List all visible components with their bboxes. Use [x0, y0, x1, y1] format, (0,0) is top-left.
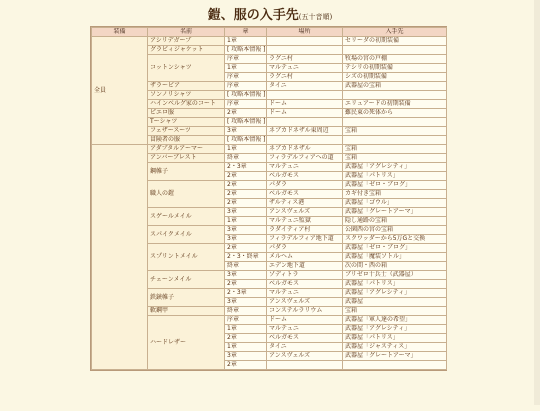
source-cell: 宝箱 — [343, 154, 447, 163]
source-cell: シズの初期装備 — [343, 73, 447, 82]
header-name: 名前 — [148, 28, 225, 37]
location-cell: マルテュニ監獄 — [267, 217, 343, 226]
item-name: ソンノリシャツ — [148, 91, 225, 100]
source-cell: 宝箱 — [343, 145, 447, 154]
location-cell: タイニ — [267, 82, 343, 91]
item-name: スプリントメイル — [148, 244, 225, 271]
item-name: アシリデガープ — [148, 37, 225, 46]
table-body — [92, 37, 447, 370]
vertical-scrollbar[interactable] — [534, 0, 540, 405]
item-name: スパイクメイル — [148, 226, 225, 244]
equip-category: 全員 — [92, 37, 148, 145]
chapter-cell: 2・3・終章 — [225, 253, 267, 262]
location-cell: ベルガモス — [267, 334, 343, 343]
chapter-cell: 3章 — [225, 208, 267, 217]
location-cell — [267, 91, 343, 100]
location-cell: フィラデルフィアへの道 — [267, 154, 343, 163]
location-cell: ラグニ村 — [267, 73, 343, 82]
chapter-cell: 1章 — [225, 145, 267, 154]
chapter-cell: 3章 — [225, 271, 267, 280]
source-cell: 武器屋「アグレシティ」 — [343, 289, 447, 298]
source-cell: 宝箱 — [343, 127, 447, 136]
item-table-container — [90, 26, 447, 371]
source-cell: 牧場の宮の戸棚 — [343, 55, 447, 64]
item-name: ピエロ服 — [148, 109, 225, 118]
chapter-cell: 終章 — [225, 307, 267, 316]
source-cell: 武器屋「パトリス」 — [343, 280, 447, 289]
item-name: コットンシャツ — [148, 55, 225, 82]
chapter-cell: [ 攻略本情報 ] — [225, 46, 267, 55]
location-cell: ラダイティア村 — [267, 226, 343, 235]
location-cell: ラグニ村 — [267, 55, 343, 64]
chapter-cell: 序章 — [225, 316, 267, 325]
item-name: スゲールメイル — [148, 208, 225, 226]
chapter-cell: 1章 — [225, 64, 267, 73]
location-cell: マルテュニ — [267, 325, 343, 334]
source-cell — [343, 46, 447, 55]
source-cell: 武器屋「魔装ソトル」 — [343, 253, 447, 262]
source-cell — [343, 118, 447, 127]
chapter-cell: 序章 — [225, 73, 267, 82]
location-cell: ベルガモス — [267, 190, 343, 199]
location-cell: フィラデルフィア地下道 — [267, 235, 343, 244]
source-cell: 武器屋「ジャスティス」 — [343, 343, 447, 352]
chapter-cell: 2章 — [225, 334, 267, 343]
location-cell: コンステルラリウム — [267, 307, 343, 316]
source-cell: 次の間・西の箱 — [343, 262, 447, 271]
source-cell — [343, 136, 447, 145]
location-cell: マルテュニ — [267, 64, 343, 73]
location-cell — [267, 46, 343, 55]
source-cell: 宝箱 — [343, 307, 447, 316]
location-cell: ベルガモス — [267, 172, 343, 181]
item-name: ハードレザー — [148, 316, 225, 370]
source-cell: スクワッダーから5万Gと交換 — [343, 235, 447, 244]
source-cell: セリーダの初期装備 — [343, 37, 447, 46]
location-cell: ネブカドネザル — [267, 145, 343, 154]
equip-category — [92, 145, 148, 370]
chapter-cell: 3章 — [225, 127, 267, 136]
chapter-cell: 3章 — [225, 298, 267, 307]
chapter-cell: 2・3章 — [225, 289, 267, 298]
source-cell: 武器屋「アグレシティ」 — [343, 325, 447, 334]
chapter-cell: 2章 — [225, 244, 267, 253]
chapter-cell: 3章 — [225, 352, 267, 361]
chapter-cell: 2・3章 — [225, 163, 267, 172]
location-cell: ベルガモス — [267, 280, 343, 289]
item-name: フェザースーツ — [148, 127, 225, 136]
chapter-cell: [ 攻略本情報 ] — [225, 91, 267, 100]
chapter-cell: 終章 — [225, 262, 267, 271]
item-name: ザラービア — [148, 82, 225, 91]
chapter-cell: 序章 — [225, 100, 267, 109]
page-title — [0, 6, 540, 26]
header-source: 入手先 — [343, 28, 447, 37]
location-cell: ネブカドネザル東周辺 — [267, 127, 343, 136]
item-name: Tーシャツ — [148, 118, 225, 127]
chapter-cell: 1章 — [225, 37, 267, 46]
source-cell: 公園西の宮の宝箱 — [343, 226, 447, 235]
chapter-cell: 1章 — [225, 217, 267, 226]
item-name: 鋼帷子 — [148, 163, 225, 181]
item-name: 職人の鎧 — [148, 181, 225, 208]
location-cell: ドーム — [267, 100, 343, 109]
item-source-table — [91, 27, 447, 370]
location-cell: マルテュニ — [267, 289, 343, 298]
chapter-cell: 終章 — [225, 154, 267, 163]
source-cell: 武器屋「軍人達の希望」 — [343, 316, 447, 325]
chapter-cell: 2章 — [225, 109, 267, 118]
chapter-cell: 1章 — [225, 325, 267, 334]
table-row — [92, 145, 447, 154]
item-name: アダプタルアーマー — [148, 145, 225, 154]
source-cell: 隠し通路の宝箱 — [343, 217, 447, 226]
source-cell: 武器屋「パトリス」 — [343, 334, 447, 343]
location-cell — [267, 37, 343, 46]
header-equip: 装備 — [92, 28, 148, 37]
chapter-cell: 2章 — [225, 190, 267, 199]
page-subtitle: (五十音順) — [298, 13, 333, 21]
location-cell: ドーム — [267, 316, 343, 325]
location-cell: ゾディトラ — [267, 271, 343, 280]
page-title-text: 鎧、服の入手先 — [207, 8, 299, 23]
item-name: ハインベルグ家のコート — [148, 100, 225, 109]
item-name: 冒険者の服 — [148, 136, 225, 145]
source-cell: 武器屋「グレートアーマ」 — [343, 208, 447, 217]
source-cell: 武器屋「パトリス」 — [343, 172, 447, 181]
chapter-cell: 3章 — [225, 226, 267, 235]
chapter-cell: 3章 — [225, 235, 267, 244]
chapter-cell: 序章 — [225, 82, 267, 91]
location-cell: パダラ — [267, 181, 343, 190]
chapter-cell: 2章 — [225, 181, 267, 190]
location-cell: エデン地下道 — [267, 262, 343, 271]
chapter-cell: 2章 — [225, 199, 267, 208]
source-cell: カギ付き宝箱 — [343, 190, 447, 199]
source-cell — [343, 91, 447, 100]
source-cell — [343, 361, 447, 370]
source-cell: エリュアードの初期装備 — [343, 100, 447, 109]
chapter-cell: 2章 — [225, 172, 267, 181]
chapter-cell: [ 攻略本情報 ] — [225, 136, 267, 145]
source-cell: 難民東の死体から — [343, 109, 447, 118]
location-cell: ザルティス港 — [267, 199, 343, 208]
header-chapter: 章 — [225, 28, 267, 37]
item-name: アンバーブレスト — [148, 154, 225, 163]
location-cell — [267, 118, 343, 127]
item-name: チェーンメイル — [148, 271, 225, 289]
item-name: 鉄鋏帷子 — [148, 289, 225, 307]
location-cell: パダラ — [267, 244, 343, 253]
location-cell: ドーム — [267, 109, 343, 118]
location-cell: マルテュニ — [267, 163, 343, 172]
chapter-cell: 2章 — [225, 280, 267, 289]
source-cell: 武器屋「ゼロ・ブログ」 — [343, 244, 447, 253]
source-cell: 武器屋 — [343, 298, 447, 307]
item-name: 軟鋼甲 — [148, 307, 225, 316]
location-cell: メルヘム — [267, 253, 343, 262]
chapter-cell: 1章 — [225, 343, 267, 352]
chapter-cell: 2章 — [225, 361, 267, 370]
item-name: グラビィジャケット — [148, 46, 225, 55]
source-cell: テシリの初期装備 — [343, 64, 447, 73]
source-cell: 武器屋「ゴウル」 — [343, 199, 447, 208]
source-cell: 武器屋「アグレシティ」 — [343, 163, 447, 172]
location-cell: タイニ — [267, 343, 343, 352]
header-location: 場所 — [267, 28, 343, 37]
source-cell: ブリゼロ十兵士（武器屋） — [343, 271, 447, 280]
table-header — [92, 28, 447, 37]
chapter-cell: 序章 — [225, 55, 267, 64]
source-cell: 武器屋の宝箱 — [343, 82, 447, 91]
table-row — [92, 37, 447, 46]
location-cell — [267, 361, 343, 370]
location-cell — [267, 136, 343, 145]
location-cell: アンスヴェルズ — [267, 208, 343, 217]
location-cell: アンスヴェルズ — [267, 352, 343, 361]
chapter-cell: [ 攻略本情報 ] — [225, 118, 267, 127]
location-cell: アンスヴェルズ — [267, 298, 343, 307]
source-cell: 武器屋「ゼロ・ブログ」 — [343, 181, 447, 190]
source-cell: 武器屋「グレートアーマ」 — [343, 352, 447, 361]
